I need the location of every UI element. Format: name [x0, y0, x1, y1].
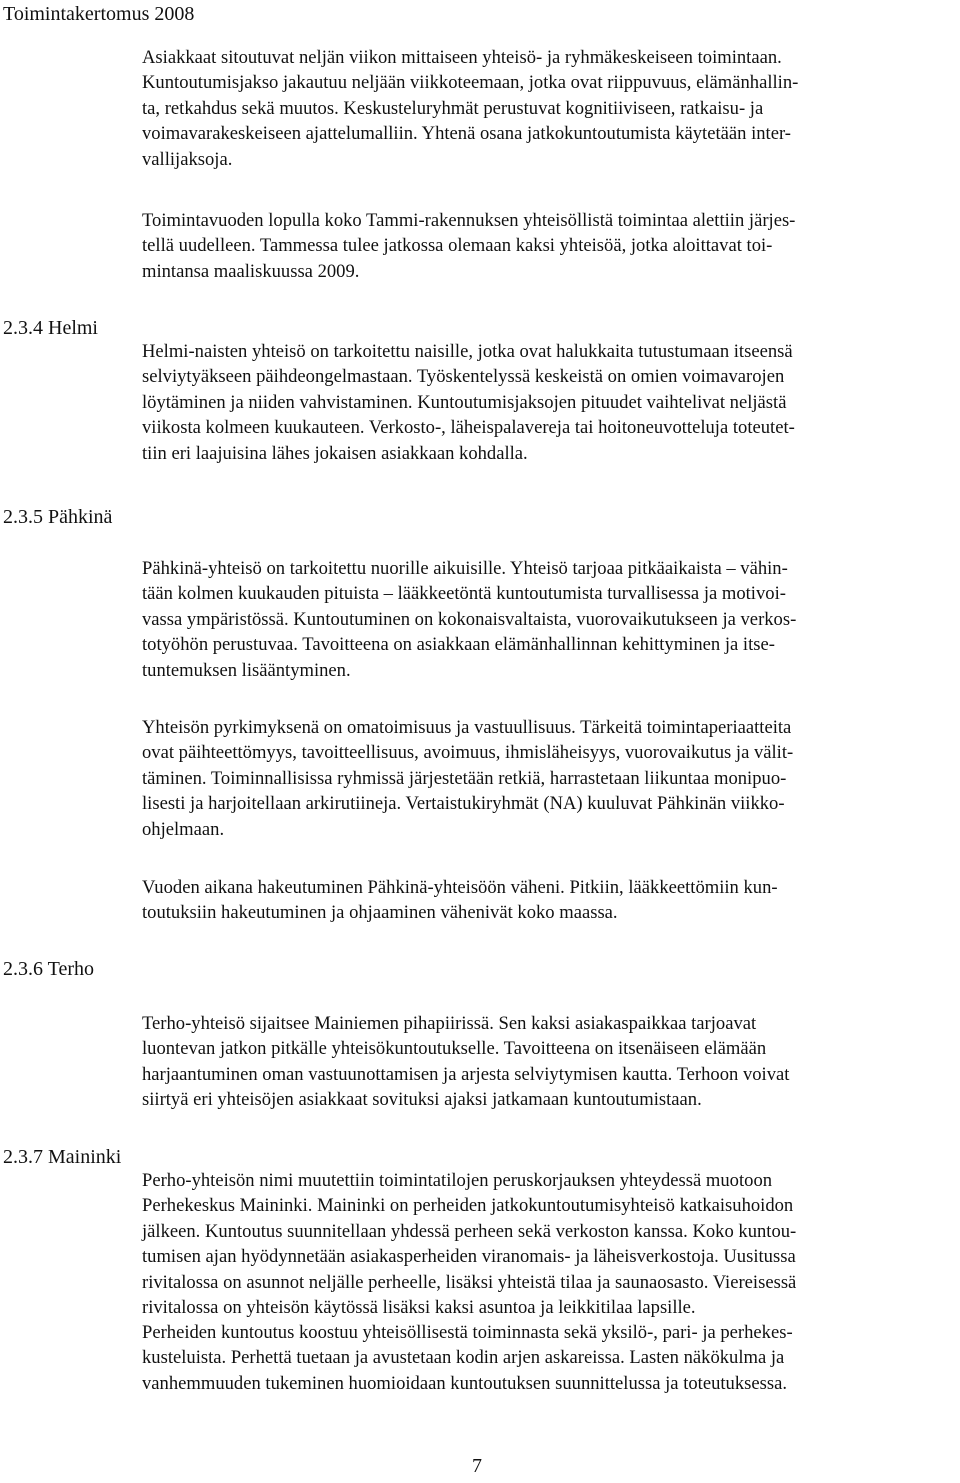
pahkina-paragraph-2: [142, 715, 954, 842]
text-line: ta, retkahdus sekä muutos. Keskusteluryhmät perustuvat kognitiiviseen, ratkaisu- ja: [142, 97, 764, 119]
text-line: Helmi-naisten yhteisö on tarkoitettu naisille, jotka ovat halukkaita tutustumaan itseensä: [142, 341, 793, 362]
helmi-paragraph-1: [142, 339, 954, 466]
text-line: tumisen ajan hyödynnetään asiakasperheiden viranomais- ja läheisverkostoja. Uusitussa: [142, 1246, 796, 1268]
text-line: tellä uudelleen. Tammessa tulee jatkossa olemaan kaksi yhteisöä, jotka aloittavat toi-: [142, 235, 773, 257]
text-line: rivitalossa on asunnot neljälle perheelle, lisäksi yhteistä tilaa ja saunaosasto. Viereisessä: [142, 1271, 797, 1293]
text-line: ohjelmaan.: [142, 818, 225, 840]
running-head: Toimintakertomus 2008: [3, 3, 195, 25]
text-line: Perho-yhteisön nimi muutettiin toimintatilojen peruskorjauksen yhteydessä muotoon: [142, 1170, 773, 1191]
text-line: vassa ympäristössä. Kuntoutuminen on kokonaisvaltaista, vuorovaikutukseen ja verkos-: [142, 608, 797, 630]
intro-paragraph-2: [142, 208, 954, 284]
text-line: toutuksiin hakeutuminen ja ohjaaminen vähenivät koko maassa.: [142, 902, 618, 924]
text-line: vallijaksoja.: [142, 148, 233, 170]
text-line: Asiakkaat sitoutuvat neljän viikon mittaiseen yhteisö- ja ryhmäkeskeiseen toimintaan.: [142, 47, 782, 68]
text-line: luontevan jatkon pitkälle yhteisökuntoutukselle. Tavoitteena on itsenäiseen elämään: [142, 1038, 767, 1060]
text-line: Terho-yhteisö sijaitsee Mainiemen pihapiirissä. Sen kaksi asiakaspaikkaa tarjoavat: [142, 1013, 757, 1034]
text-line: Toimintavuoden lopulla koko Tammi-rakennuksen yhteisöllistä toimintaa alettiin järjes-: [142, 210, 796, 231]
text-line: tuntemuksen lisääntyminen.: [142, 659, 351, 681]
text-line: tiin eri laajuisina lähes jokaisen asiakkaan kohdalla.: [142, 442, 528, 464]
text-line: Perheiden kuntoutus koostuu yhteisöllisestä toiminnasta sekä yksilö-, pari- ja perhekes-: [142, 1322, 793, 1343]
section-heading-terho: 2.3.6 Terho: [3, 958, 94, 980]
text-line: viikosta kolmeen kuukauteen. Verkosto-, läheispalavereja tai hoitoneuvotteluja toteutet-: [142, 417, 795, 439]
text-line: voimavarakeskeiseen ajattelumalliin. Yhtenä osana jatkokuntoutumista käytetään inter-: [142, 123, 791, 145]
text-line: kusteluista. Perhettä tuetaan ja avustetaan kodin arjen askareissa. Lasten näkökulma ja: [142, 1347, 785, 1369]
section-heading-pahkina: 2.3.5 Pähkinä: [3, 506, 113, 528]
text-line: ovat päihteettömyys, tavoitteellisuus, avoimuus, ihmisläheisyys, vuorovaikutus ja välit-: [142, 742, 794, 764]
text-line: lisesti ja harjoitellaan arkirutiineja. Vertaistukiryhmät (NA) kuuluvat Pähkinän viikko-: [142, 793, 785, 815]
section-heading-helmi: 2.3.4 Helmi: [3, 317, 98, 339]
text-line: täminen. Toiminnallisissa ryhmissä järjestetään retkiä, harrastetaan liikuntaa monipuo-: [142, 767, 787, 789]
text-line: Vuoden aikana hakeutuminen Pähkinä-yhteisöön väheni. Pitkiin, lääkkeettömiin kun-: [142, 877, 778, 898]
text-line: tään kolmen kuukauden pituista – lääkkeetöntä kuntoutumista turvallisessa ja motivoi-: [142, 583, 786, 605]
text-line: mintansa maaliskuussa 2009.: [142, 260, 360, 282]
text-line: selviytyäkseen päihdeongelmastaan. Työskentelyssä keskeistä on omien voimavarojen: [142, 366, 785, 388]
text-line: vanhemmuuden tukeminen huomioidaan kuntoutuksen suunnittelussa ja toteutuksessa.: [142, 1372, 787, 1394]
text-line: rivitalossa on yhteisön käytössä lisäksi kaksi asuntoa ja leikkitilaa lapsille.: [142, 1297, 696, 1319]
pahkina-paragraph-1: [142, 556, 954, 683]
pahkina-paragraph-3: [142, 875, 954, 926]
text-line: Yhteisön pyrkimyksenä on omatoimisuus ja vastuullisuus. Tärkeitä toimintaperiaatteita: [142, 717, 792, 738]
text-line: harjaantuminen oman vastuunottamisen ja arjesta selviytymisen kautta. Terhoon voivat: [142, 1063, 790, 1085]
maininki-paragraph-2: [142, 1320, 954, 1396]
intro-paragraph-1: [142, 45, 954, 172]
maininki-paragraph-1: [142, 1168, 954, 1320]
section-heading-maininki: 2.3.7 Maininki: [3, 1146, 122, 1168]
text-line: totyöhön perustuvaa. Tavoitteena on asiakkaan elämänhallinnan kehittyminen ja itse-: [142, 634, 775, 656]
page-number: 7: [472, 1455, 482, 1477]
terho-paragraph-1: [142, 1011, 954, 1113]
text-line: Perhekeskus Maininki. Maininki on perheiden jatkokuntoutumisyhteisö katkaisuhoidon: [142, 1195, 794, 1217]
text-line: jälkeen. Kuntoutus suunnitellaan yhdessä perheen sekä verkoston kanssa. Koko kuntou-: [142, 1220, 797, 1242]
text-line: siirtyä eri yhteisöjen asiakkaat sovituksi ajaksi jatkamaan kuntoutumistaan.: [142, 1089, 702, 1111]
text-line: löytäminen ja niiden vahvistaminen. Kuntoutumisjaksojen pituudet vaihtelivat neljästä: [142, 391, 787, 413]
text-line: Kuntoutumisjakso jakautuu neljään viikkoteemaan, jotka ovat riippuvuus, elämänhallin-: [142, 72, 799, 94]
text-line: Pähkinä-yhteisö on tarkoitettu nuorille aikuisille. Yhteisö tarjoaa pitkäaikaista – vähin-: [142, 558, 788, 579]
